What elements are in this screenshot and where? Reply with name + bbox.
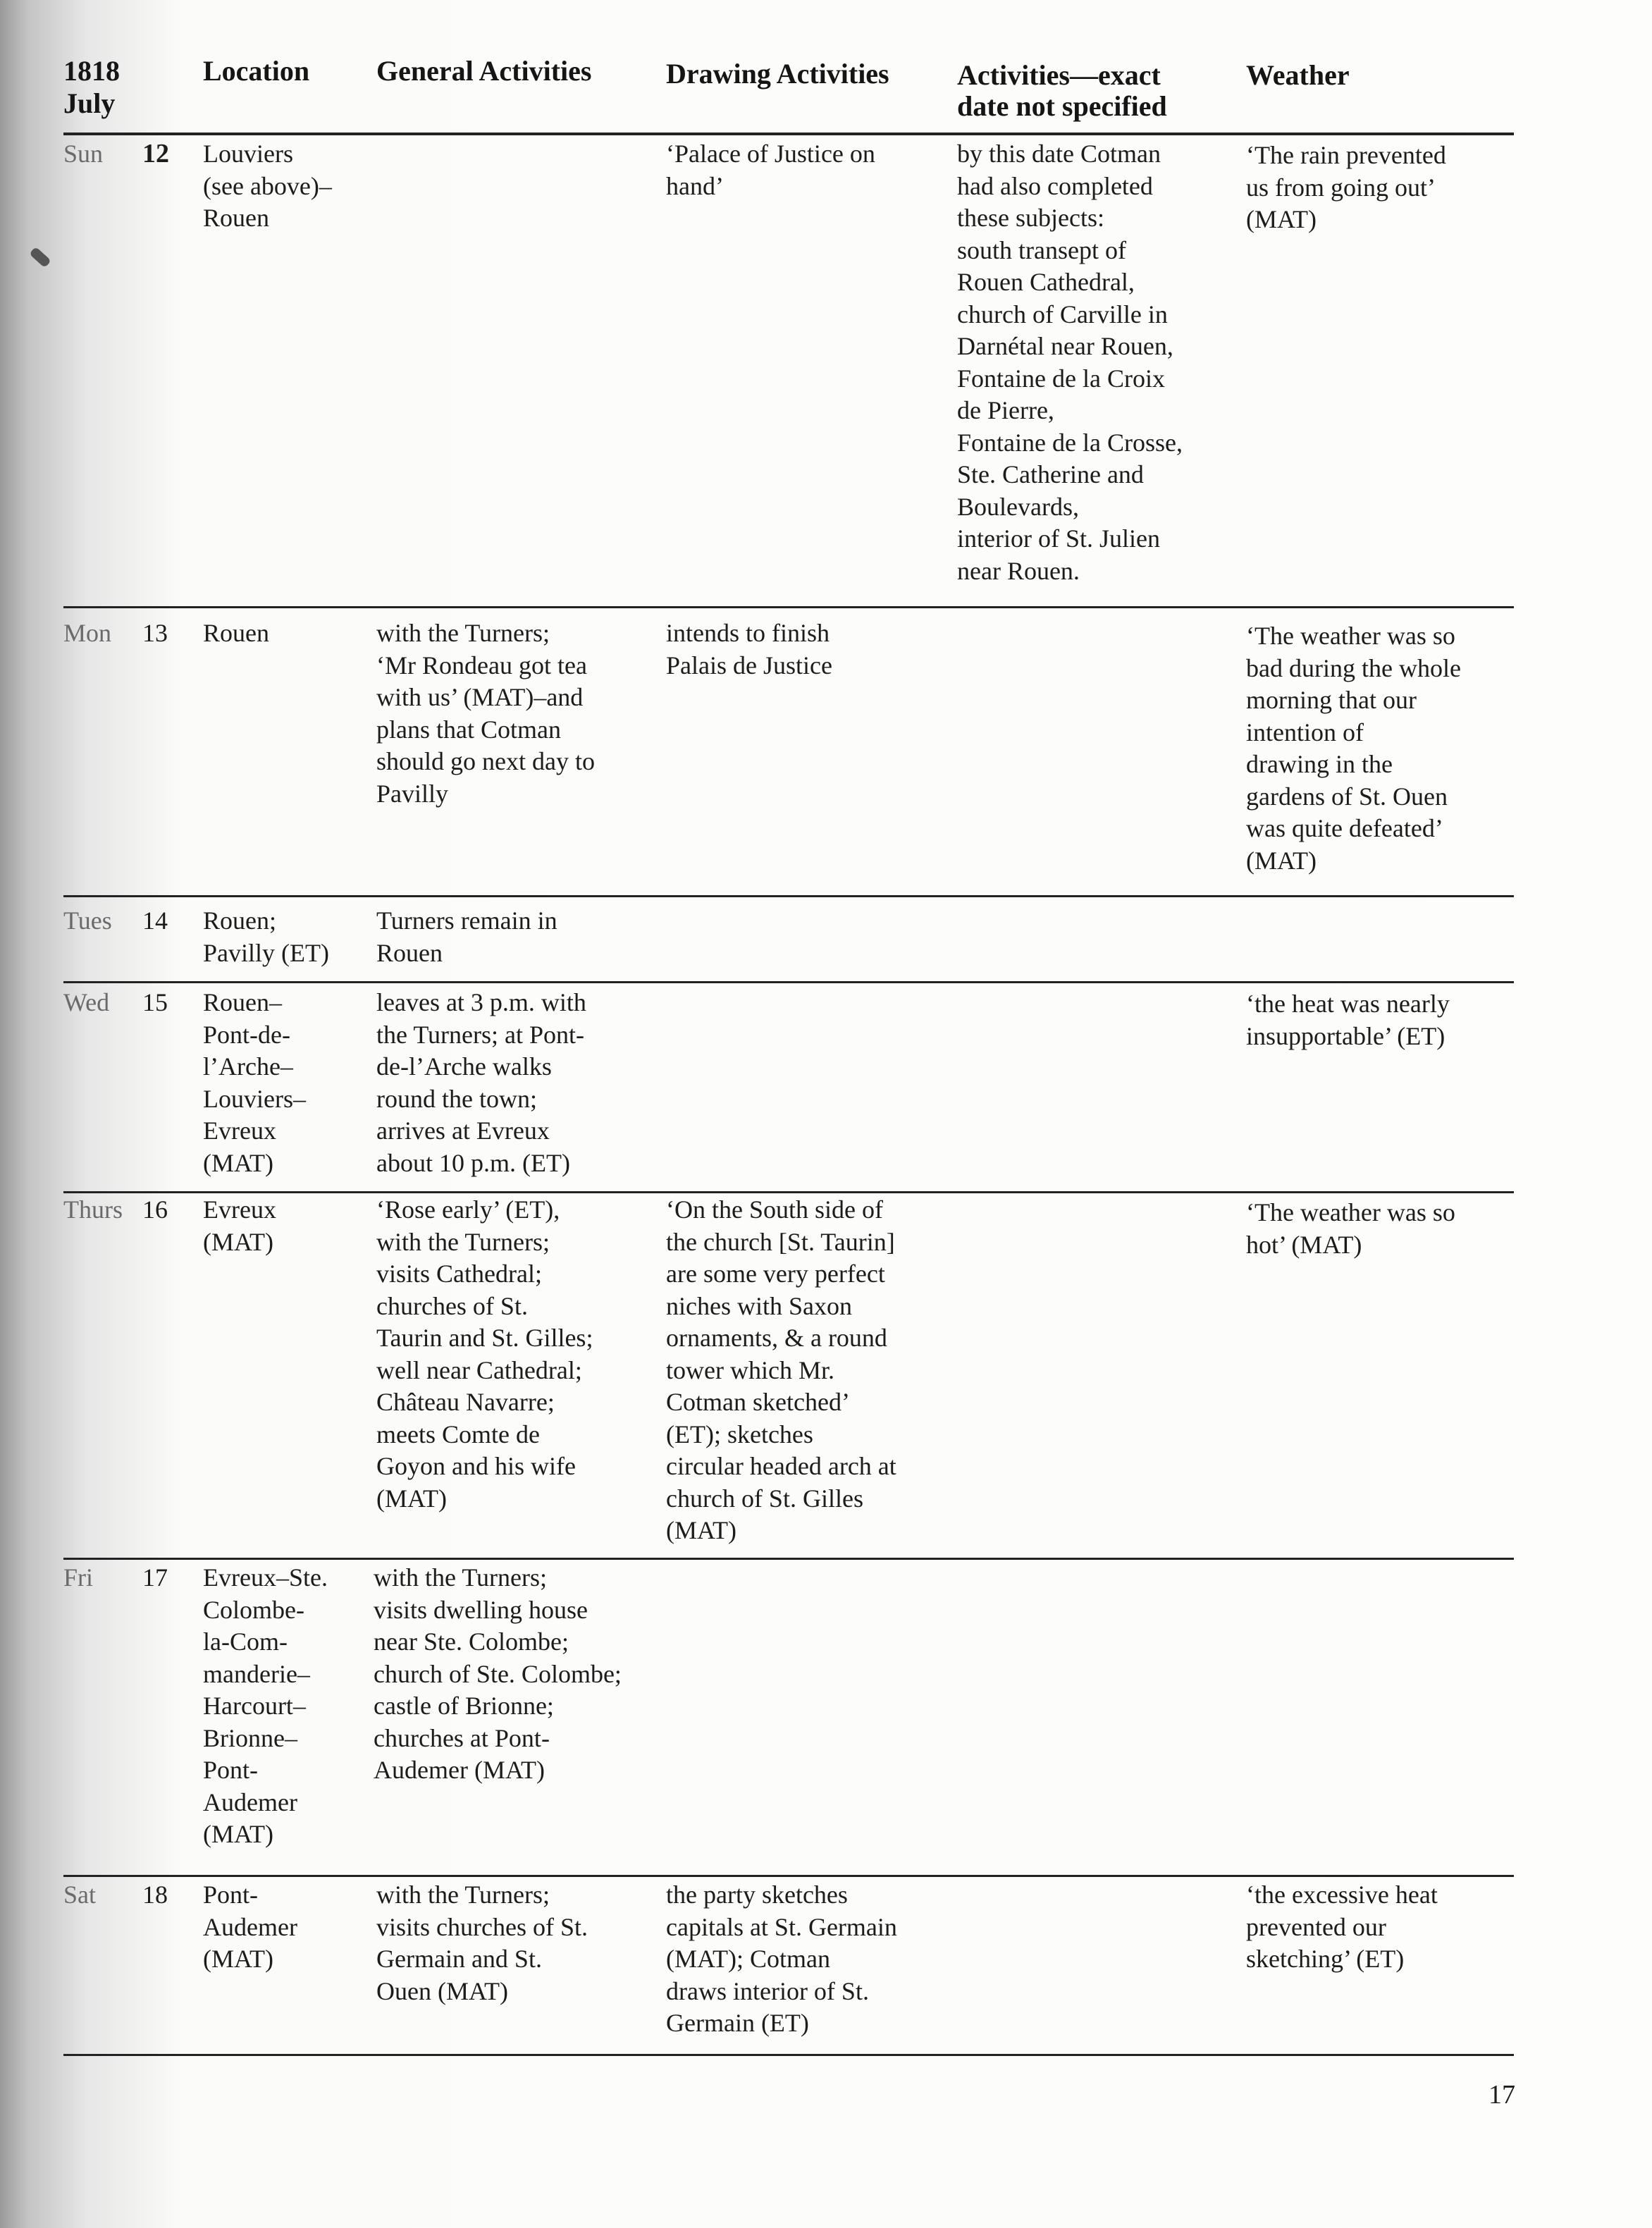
header-undated-line2: date not specified (957, 90, 1167, 122)
row-general-activities: with the Turners; visits churches of St. Germain and St. Ouen (MAT) (376, 1881, 588, 2005)
header-year: 1818 (63, 55, 120, 87)
row-divider (63, 1558, 1514, 1560)
row-day: Mon (63, 619, 112, 647)
row-general-activities: leaves at 3 p.m. with the Turners; at Pont- de-l’Arche walks round the town; arrives at Evreux about 10 p.m. (ET) (376, 988, 586, 1177)
row-divider (63, 1191, 1514, 1193)
row-location: Evreux (MAT) (203, 1195, 276, 1256)
row-date: 14 (142, 906, 168, 935)
row-drawing-activities: intends to finish Palais de Justice (666, 619, 832, 679)
row-divider (63, 981, 1514, 983)
row-drawing-activities: ‘On the South side of the church [St. Taurin] are some very perfect niches with Saxon ornaments, & a round tower which Mr. Cotman sketched’ (ET); sketches circular headed arch at church of St. Gilles (MAT) (666, 1195, 896, 1544)
row-weather: ‘The rain prevented us from going out’ (MAT) (1246, 141, 1446, 233)
row-drawing-activities: the party sketches capitals at St. Germain (MAT); Cotman draws interior of St. Germain (ET) (666, 1881, 897, 2037)
row-day: Wed (63, 988, 110, 1016)
row-undated-activities: by this date Cotman had also completed these subjects: south transept of Rouen Cathedral, church of Carville in Darnétal near Rouen, Fontaine de la Croix de Pierre, Fontaine de la Crosse, Ste. Catherine and Boulevards, interior of St. Julien near Rouen. (957, 140, 1183, 585)
row-general-activities: ‘Rose early’ (ET), with the Turners; visits Cathedral; churches of St. Taurin and St. Gilles; well near Cathedral; Château Navarre; meets Comte de Goyon and his wife (MAT) (376, 1195, 593, 1513)
row-date: 17 (142, 1563, 168, 1592)
row-weather: ‘The weather was so bad during the whole morning that our intention of drawing in the gardens of St. Ouen was quite defeated’ (MAT) (1246, 622, 1461, 875)
page-number: 17 (1488, 2080, 1515, 2110)
header-weather: Weather (1246, 59, 1350, 91)
row-day: Thurs (63, 1195, 123, 1224)
row-location: Rouen; Pavilly (ET) (203, 906, 329, 967)
row-day: Sun (63, 140, 104, 168)
header-month: July (63, 87, 116, 119)
header-drawing-activities: Drawing Activities (666, 58, 889, 90)
page-smudge (29, 247, 51, 268)
row-general-activities: Turners remain in Rouen (376, 906, 557, 967)
row-date: 15 (142, 988, 168, 1016)
row-location: Rouen (203, 619, 269, 647)
row-weather: ‘the excessive heat prevented our sketching’ (ET) (1246, 1881, 1438, 1973)
row-divider (63, 1875, 1514, 1877)
row-day: Tues (63, 906, 112, 935)
row-divider (63, 895, 1514, 897)
row-day: Sat (63, 1881, 97, 1909)
row-weather: ‘the heat was nearly insupportable’ (ET) (1246, 990, 1450, 1050)
row-divider (63, 606, 1514, 608)
row-day: Fri (63, 1563, 94, 1592)
row-drawing-activities: ‘Palace of Justice on hand’ (666, 140, 875, 200)
row-date: 16 (142, 1195, 168, 1224)
header-location: Location (203, 55, 310, 87)
row-location: Evreux–Ste. Colombe- la-Com- manderie– Harcourt– Brionne– Pont- Audemer (MAT) (203, 1563, 328, 1848)
row-general-activities: with the Turners; ‘Mr Rondeau got tea with us’ (MAT)–and plans that Cotman should go next day to Pavilly (376, 619, 595, 808)
row-location: Rouen– Pont-de- l’Arche– Louviers– Evreux (MAT) (203, 988, 306, 1177)
row-weather: ‘The weather was so hot’ (MAT) (1246, 1198, 1455, 1259)
header-undated-line1: Activities—exact (957, 59, 1161, 91)
header-rule (63, 133, 1514, 135)
row-location: Pont- Audemer (MAT) (203, 1881, 297, 1973)
table-bottom-rule (63, 2054, 1514, 2056)
row-date: 12 (142, 139, 169, 168)
row-general-activities: with the Turners; visits dwelling house near Ste. Colombe; church of Ste. Colombe; castle of Brionne; churches at Pont- Audemer (MAT) (374, 1563, 622, 1784)
row-location: Louviers (see above)– Rouen (203, 140, 332, 232)
row-date: 13 (142, 619, 168, 647)
header-general-activities: General Activities (376, 55, 592, 87)
row-date: 18 (142, 1881, 168, 1909)
